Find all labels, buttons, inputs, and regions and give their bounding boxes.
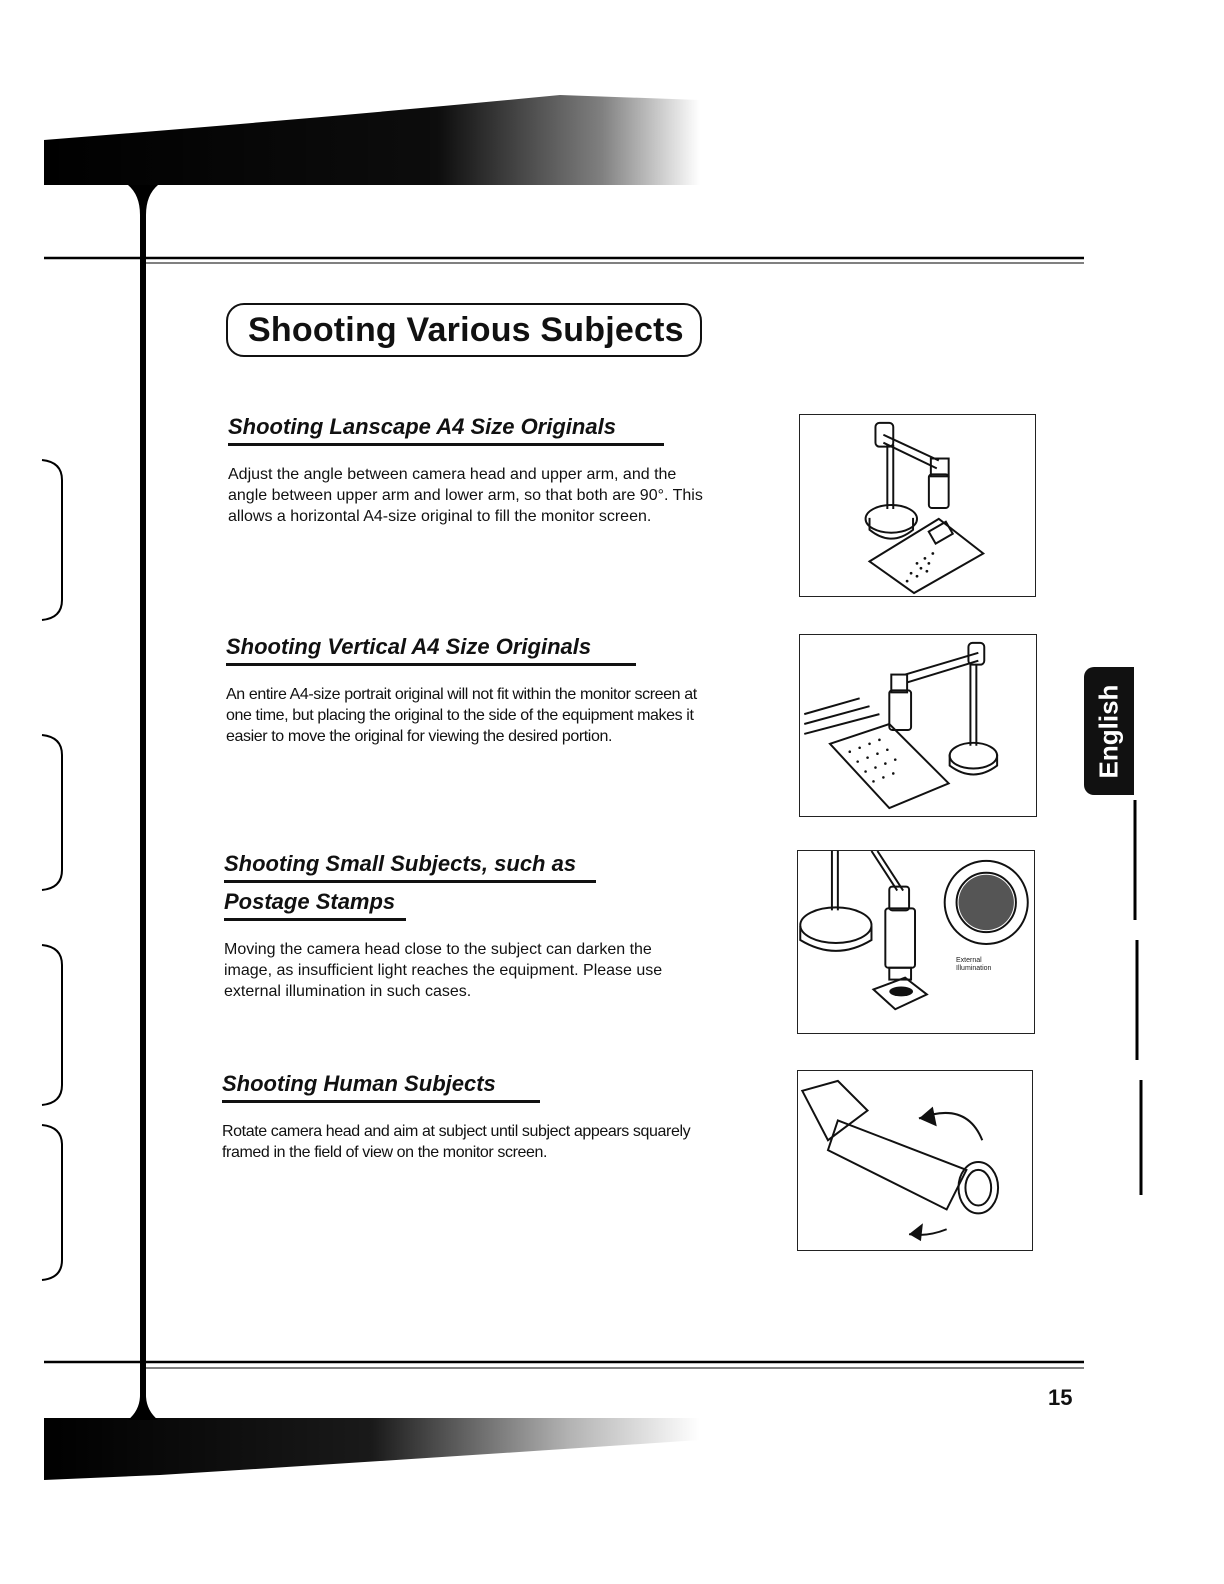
section-body: Adjust the angle between camera head and upper arm, and the angle between upper arm and lower arm, so that both are 90°. This allows a horizontal A4-size original to fill the monitor screen. xyxy=(228,466,703,525)
figure-small-subjects xyxy=(797,850,1035,1034)
section-vertical xyxy=(226,634,706,747)
section-human-subjects xyxy=(222,1071,692,1163)
section-body: An entire A4-size portrait original will not fit within the monitor screen at one time, but placing the original to the side of the equipment makes it easier to move the original for viewing the desired portion. xyxy=(226,686,697,745)
section-heading-line1: Shooting Small Subjects, such as xyxy=(224,851,596,883)
figure-vertical-setup xyxy=(799,634,1037,817)
page-title: Shooting Various Subjects xyxy=(248,310,684,349)
language-tab-label: English xyxy=(1093,684,1124,778)
figure-label-illumination: Illumination xyxy=(956,965,992,972)
section-heading: Shooting Human Subjects xyxy=(222,1071,540,1103)
page-number: 15 xyxy=(1048,1385,1073,1410)
top-decorative-band xyxy=(0,60,760,200)
figure-label-external: External xyxy=(956,957,982,964)
figure-human-subjects xyxy=(797,1070,1033,1251)
page-title-box xyxy=(226,303,702,357)
figure-landscape-setup xyxy=(799,414,1036,597)
section-small-subjects xyxy=(224,851,694,1002)
section-heading-line2: Postage Stamps xyxy=(224,889,406,921)
camera-with-illumination-illustration xyxy=(798,851,1034,1033)
section-heading: Shooting Lanscape A4 Size Originals xyxy=(228,414,664,446)
document-camera-illustration xyxy=(800,635,1036,816)
section-body: Rotate camera head and aim at subject until subject appears squarely framed in the field of view on the monitor screen. xyxy=(222,1123,691,1161)
section-body: Moving the camera head close to the subject can darken the image, as insufficient light reaches the equipment. Please use external illumination in such cases. xyxy=(224,941,663,1000)
language-tab xyxy=(1084,667,1134,795)
section-landscape xyxy=(228,414,708,527)
bottom-decorative-band xyxy=(0,1400,760,1530)
rotating-camera-head-illustration xyxy=(798,1071,1032,1250)
section-heading: Shooting Vertical A4 Size Originals xyxy=(226,634,636,666)
document-camera-illustration xyxy=(800,415,1035,596)
